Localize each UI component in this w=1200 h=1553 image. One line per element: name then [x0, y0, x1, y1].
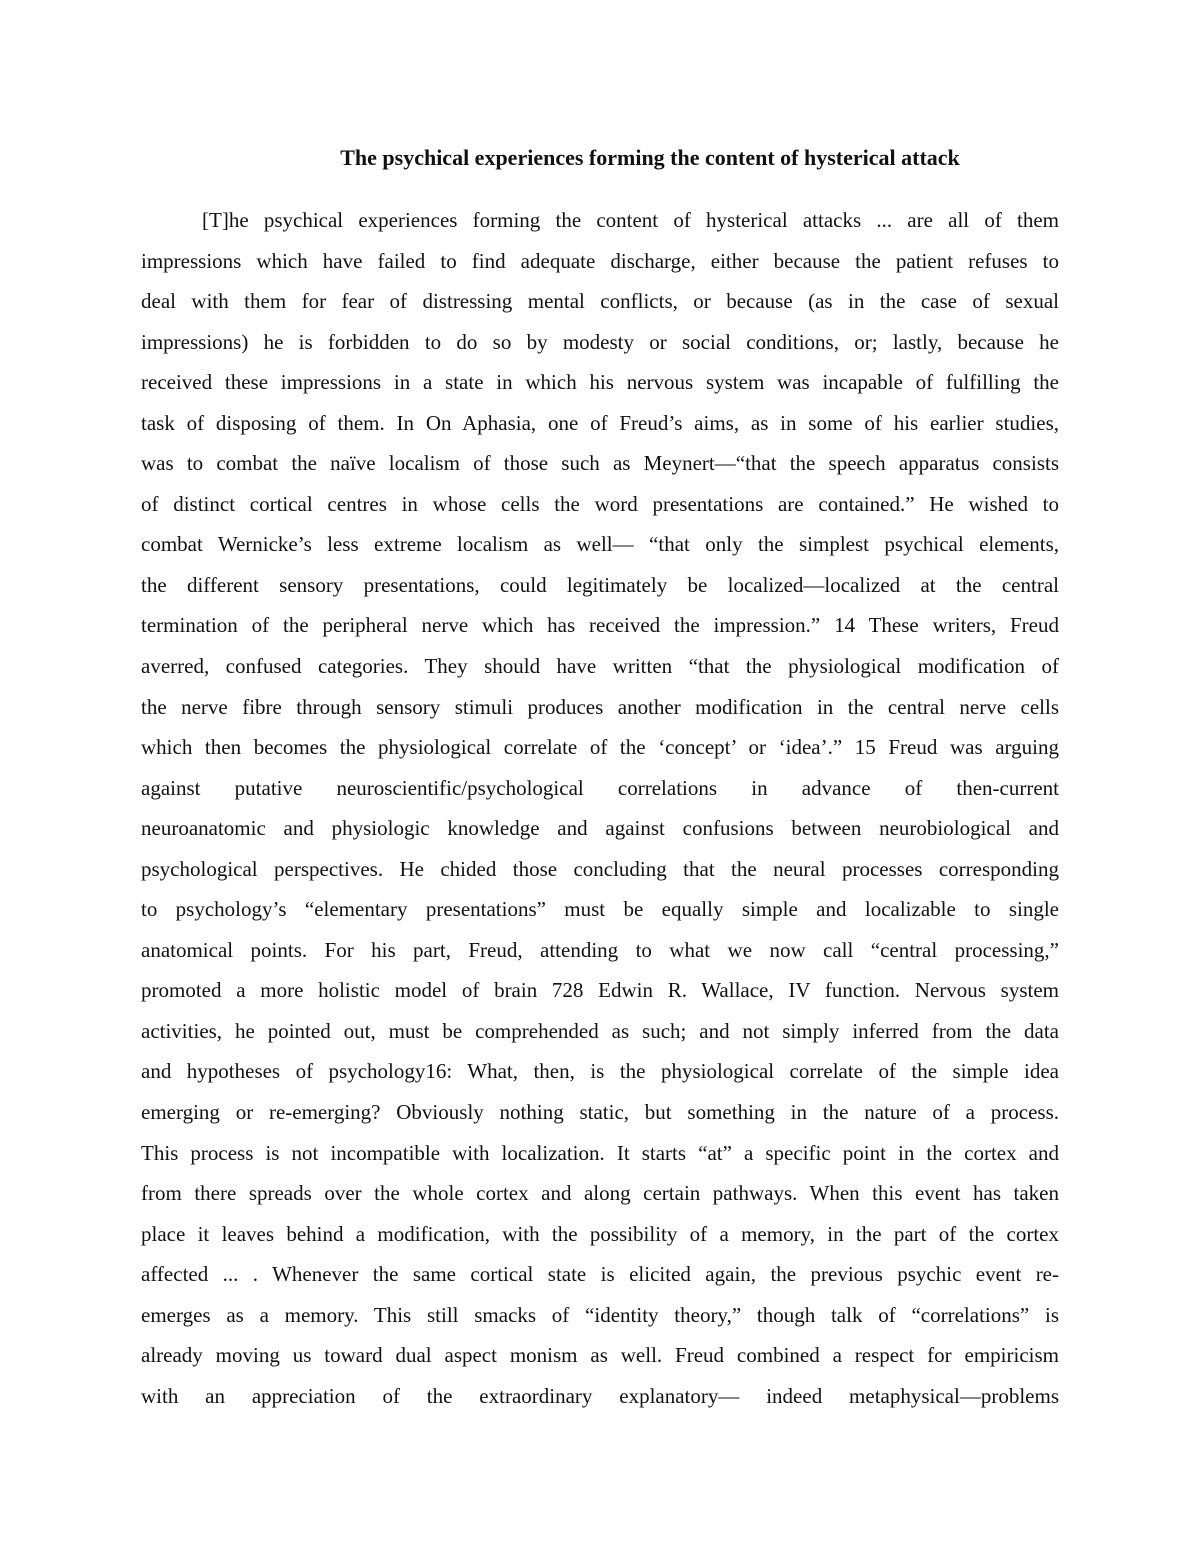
text-line: [T]he psychical experiences forming the content of hysterical attacks ... are all of them — [202, 208, 1059, 232]
text-line: already moving us toward dual aspect monism as well. Freud combined a respect for empiricism — [141, 1343, 1059, 1368]
text-line: from there spreads over the whole cortex and along certain pathways. When this event has taken — [141, 1181, 1059, 1206]
text-line: impressions which have failed to find adequate discharge, either because the patient refuses to — [141, 248, 1059, 273]
text-line: psychological perspectives. He chided those concluding that the neural processes corresponding — [141, 856, 1059, 881]
text-line: with an appreciation of the extraordinary explanatory— indeed metaphysical—problems — [141, 1383, 1059, 1408]
text-line: the nerve fibre through sensory stimuli produces another modification in the central nerve cells — [141, 694, 1059, 719]
text-line: This process is not incompatible with localization. It starts “at” a specific point in the cortex and — [141, 1140, 1059, 1165]
text-line: to psychology’s “elementary presentations” must be equally simple and localizable to single — [141, 897, 1059, 922]
text-line: task of disposing of them. In On Aphasia, one of Freud’s aims, as in some of his earlier studies, — [141, 410, 1059, 435]
text-line: against putative neuroscientific/psychological correlations in advance of then-current — [141, 775, 1059, 800]
text-line: combat Wernicke’s less extreme localism as well— “that only the simplest psychical elements, — [141, 532, 1059, 557]
text-line: and hypotheses of psychology16: What, then, is the physiological correlate of the simple idea — [141, 1059, 1059, 1084]
text-line: place it leaves behind a modification, with the possibility of a memory, in the part of the cortex — [141, 1221, 1059, 1246]
text-line: of distinct cortical centres in whose cells the word presentations are contained.” He wished to — [141, 491, 1059, 516]
text-line: affected ... . Whenever the same cortical state is elicited again, the previous psychic event re- — [141, 1262, 1059, 1287]
text-line: received these impressions in a state in which his nervous system was incapable of fulfilling the — [141, 370, 1059, 395]
text-line: termination of the peripheral nerve which has received the impression.” 14 These writers, Freud — [141, 613, 1059, 638]
text-line: the different sensory presentations, could legitimately be localized—localized at the central — [141, 572, 1059, 597]
text-line: which then becomes the physiological correlate of the ‘concept’ or ‘idea’.” 15 Freud was arguing — [141, 735, 1059, 760]
text-line: neuroanatomic and physiologic knowledge and against confusions between neurobiological and — [141, 816, 1059, 841]
text-line: averred, confused categories. They should have written “that the physiological modification of — [141, 654, 1059, 679]
text-line: emerges as a memory. This still smacks of “identity theory,” though talk of “correlations” is — [141, 1302, 1059, 1327]
text-line: promoted a more holistic model of brain 728 Edwin R. Wallace, IV function. Nervous system — [141, 978, 1059, 1003]
text-line: emerging or re-emerging? Obviously nothing static, but something in the nature of a process. — [141, 1100, 1059, 1125]
document-title: The psychical experiences forming the content of hysterical attack — [340, 145, 960, 170]
text-line: activities, he pointed out, must be comprehended as such; and not simply inferred from the data — [141, 1018, 1059, 1043]
text-line: deal with them for fear of distressing mental conflicts, or because (as in the case of sexual — [141, 289, 1059, 314]
text-line: was to combat the naïve localism of those such as Meynert—“that the speech apparatus consists — [141, 451, 1059, 476]
text-line: impressions) he is forbidden to do so by modesty or social conditions, or; lastly, because he — [141, 329, 1059, 354]
body-paragraph — [141, 200, 1059, 1416]
text-line: anatomical points. For his part, Freud, attending to what we now call “central processing,” — [141, 937, 1059, 962]
